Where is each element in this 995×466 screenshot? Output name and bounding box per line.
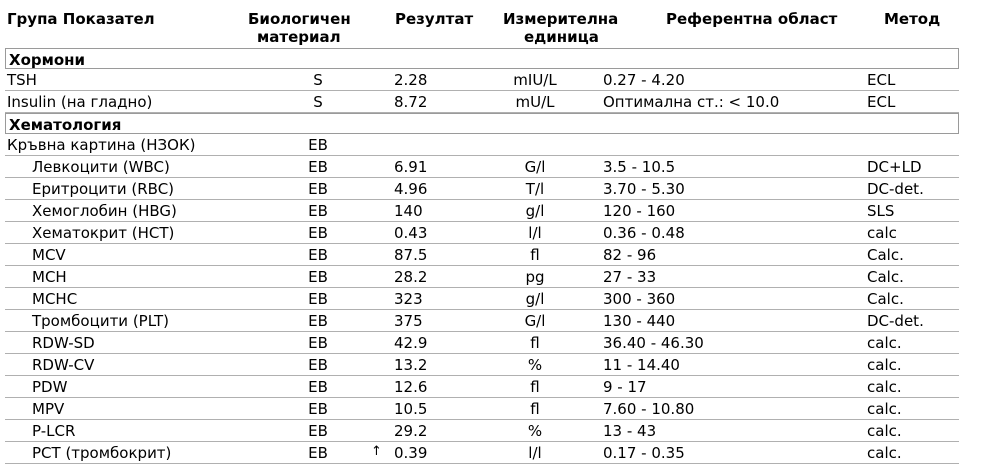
- reference-range: 11 - 14.40: [603, 356, 680, 374]
- method: calc.: [867, 400, 902, 418]
- material: ЕВ: [308, 444, 328, 462]
- header-result: Резултат: [395, 10, 474, 28]
- test-name: Insulin (на гладно): [7, 93, 153, 111]
- result-value: 6.91: [394, 158, 428, 176]
- table-row: [5, 244, 959, 266]
- method: DC-det.: [867, 312, 924, 330]
- unit: %: [527, 422, 543, 440]
- table-row: [5, 266, 959, 288]
- unit: pg: [525, 268, 545, 286]
- reference-range: 3.70 - 5.30: [603, 180, 685, 198]
- test-name: Хемоглобин (HBG): [32, 202, 177, 220]
- test-name: RDW-CV: [32, 356, 95, 374]
- table-row: [5, 91, 959, 113]
- reference-range: Оптимална ст.: < 10.0: [603, 93, 780, 111]
- material: ЕВ: [308, 290, 328, 308]
- material: ЕВ: [308, 202, 328, 220]
- material: ЕВ: [308, 356, 328, 374]
- test-name: Тромбоцити (PLT): [32, 312, 170, 330]
- table-row: [5, 376, 959, 398]
- high-flag-arrow-icon: ↑: [371, 444, 382, 459]
- header-material-line2: материал: [257, 28, 341, 46]
- material: ЕВ: [308, 422, 328, 440]
- table-row: [5, 156, 959, 178]
- test-name: TSH: [7, 71, 37, 89]
- unit: fl: [530, 400, 540, 418]
- header-group: Група Показател: [7, 10, 155, 28]
- result-value: 375: [394, 312, 423, 330]
- test-name: PDW: [32, 378, 68, 396]
- reference-range: 36.40 - 46.30: [603, 334, 704, 352]
- header-unit-line1: Измерителна: [503, 10, 619, 28]
- section-hormones: [5, 48, 959, 69]
- result-value: 29.2: [394, 422, 428, 440]
- test-name: MCH: [32, 268, 67, 286]
- material: ЕВ: [308, 400, 328, 418]
- method: calc.: [867, 334, 902, 352]
- unit: g/l: [525, 290, 545, 308]
- unit: G/l: [524, 312, 546, 330]
- table-row: [5, 222, 959, 244]
- test-name: RDW-SD: [32, 334, 95, 352]
- unit: l/l: [528, 444, 542, 462]
- table-row: [5, 420, 959, 442]
- material: ЕВ: [308, 136, 328, 154]
- reference-range: 0.17 - 0.35: [603, 444, 685, 462]
- table-row-blood-panel: [5, 134, 959, 156]
- result-value: 0.43: [394, 224, 428, 242]
- table-row: [5, 200, 959, 222]
- method: Calc.: [867, 290, 904, 308]
- unit: fl: [530, 334, 540, 352]
- unit: fl: [530, 246, 540, 264]
- method: SLS: [867, 202, 895, 220]
- test-name: PCT (тромбокрит): [32, 444, 172, 462]
- test-name: MPV: [32, 400, 65, 418]
- result-value: 42.9: [394, 334, 428, 352]
- result-value: 13.2: [394, 356, 428, 374]
- result-value: 4.96: [394, 180, 428, 198]
- table-row: [5, 354, 959, 376]
- test-name: Хематокрит (HCT): [32, 224, 175, 242]
- reference-range: 0.27 - 4.20: [603, 71, 685, 89]
- result-value: 2.28: [394, 71, 428, 89]
- method: ECL: [867, 71, 896, 89]
- result-value: 0.39: [394, 444, 428, 462]
- result-value: 10.5: [394, 400, 428, 418]
- unit: mU/L: [515, 93, 555, 111]
- reference-range: 27 - 33: [603, 268, 657, 286]
- test-name: P-LCR: [32, 422, 76, 440]
- result-value: 87.5: [394, 246, 428, 264]
- material: S: [313, 71, 323, 89]
- unit: g/l: [525, 202, 545, 220]
- material: ЕВ: [308, 158, 328, 176]
- method: Calc.: [867, 246, 904, 264]
- material: ЕВ: [308, 180, 328, 198]
- table-row: [5, 332, 959, 354]
- table-header: [0, 0, 995, 48]
- material: ЕВ: [308, 378, 328, 396]
- reference-range: 7.60 - 10.80: [603, 400, 695, 418]
- result-value: 323: [394, 290, 423, 308]
- header-unit-line2: единица: [524, 28, 599, 46]
- unit: T/l: [525, 180, 545, 198]
- table-row: [5, 310, 959, 332]
- material: ЕВ: [308, 312, 328, 330]
- reference-range: 300 - 360: [603, 290, 676, 308]
- test-name: Кръвна картина (НЗОК): [7, 136, 196, 154]
- table-row: [5, 288, 959, 310]
- method: calc.: [867, 356, 902, 374]
- material: ЕВ: [308, 224, 328, 242]
- reference-range: 9 - 17: [603, 378, 647, 396]
- method: calc.: [867, 422, 902, 440]
- section-title: Хематология: [9, 116, 122, 134]
- header-method: Метод: [884, 10, 941, 28]
- unit: l/l: [528, 224, 542, 242]
- test-name: Еритроцити (RBC): [32, 180, 175, 198]
- result-value: 12.6: [394, 378, 428, 396]
- result-value: 28.2: [394, 268, 428, 286]
- test-name: MCV: [32, 246, 66, 264]
- material: S: [313, 93, 323, 111]
- material: ЕВ: [308, 334, 328, 352]
- unit: G/l: [524, 158, 546, 176]
- table-row: [5, 178, 959, 200]
- method: DC+LD: [867, 158, 922, 176]
- reference-range: 82 - 96: [603, 246, 657, 264]
- material: ЕВ: [308, 268, 328, 286]
- header-material-line1: Биологичен: [248, 10, 351, 28]
- method: calc: [867, 224, 897, 242]
- reference-range: 3.5 - 10.5: [603, 158, 676, 176]
- result-value: 140: [394, 202, 423, 220]
- reference-range: 130 - 440: [603, 312, 676, 330]
- result-value: 8.72: [394, 93, 428, 111]
- section-hematology: [5, 113, 959, 134]
- table-row: [5, 69, 959, 91]
- section-title: Хормони: [9, 51, 86, 69]
- reference-range: 13 - 43: [603, 422, 657, 440]
- reference-range: 0.36 - 0.48: [603, 224, 685, 242]
- unit: fl: [530, 378, 540, 396]
- results-table: [5, 48, 959, 464]
- method: DC-det.: [867, 180, 924, 198]
- test-name: Левкоцити (WBC): [32, 158, 170, 176]
- header-reference: Референтна област: [666, 10, 838, 28]
- table-row: [5, 442, 959, 464]
- method: ECL: [867, 93, 896, 111]
- test-name: MCHC: [32, 290, 78, 308]
- method: calc.: [867, 378, 902, 396]
- unit: mIU/L: [513, 71, 557, 89]
- unit: %: [527, 356, 543, 374]
- reference-range: 120 - 160: [603, 202, 676, 220]
- method: calc.: [867, 444, 902, 462]
- table-row: [5, 398, 959, 420]
- material: ЕВ: [308, 246, 328, 264]
- method: Calc.: [867, 268, 904, 286]
